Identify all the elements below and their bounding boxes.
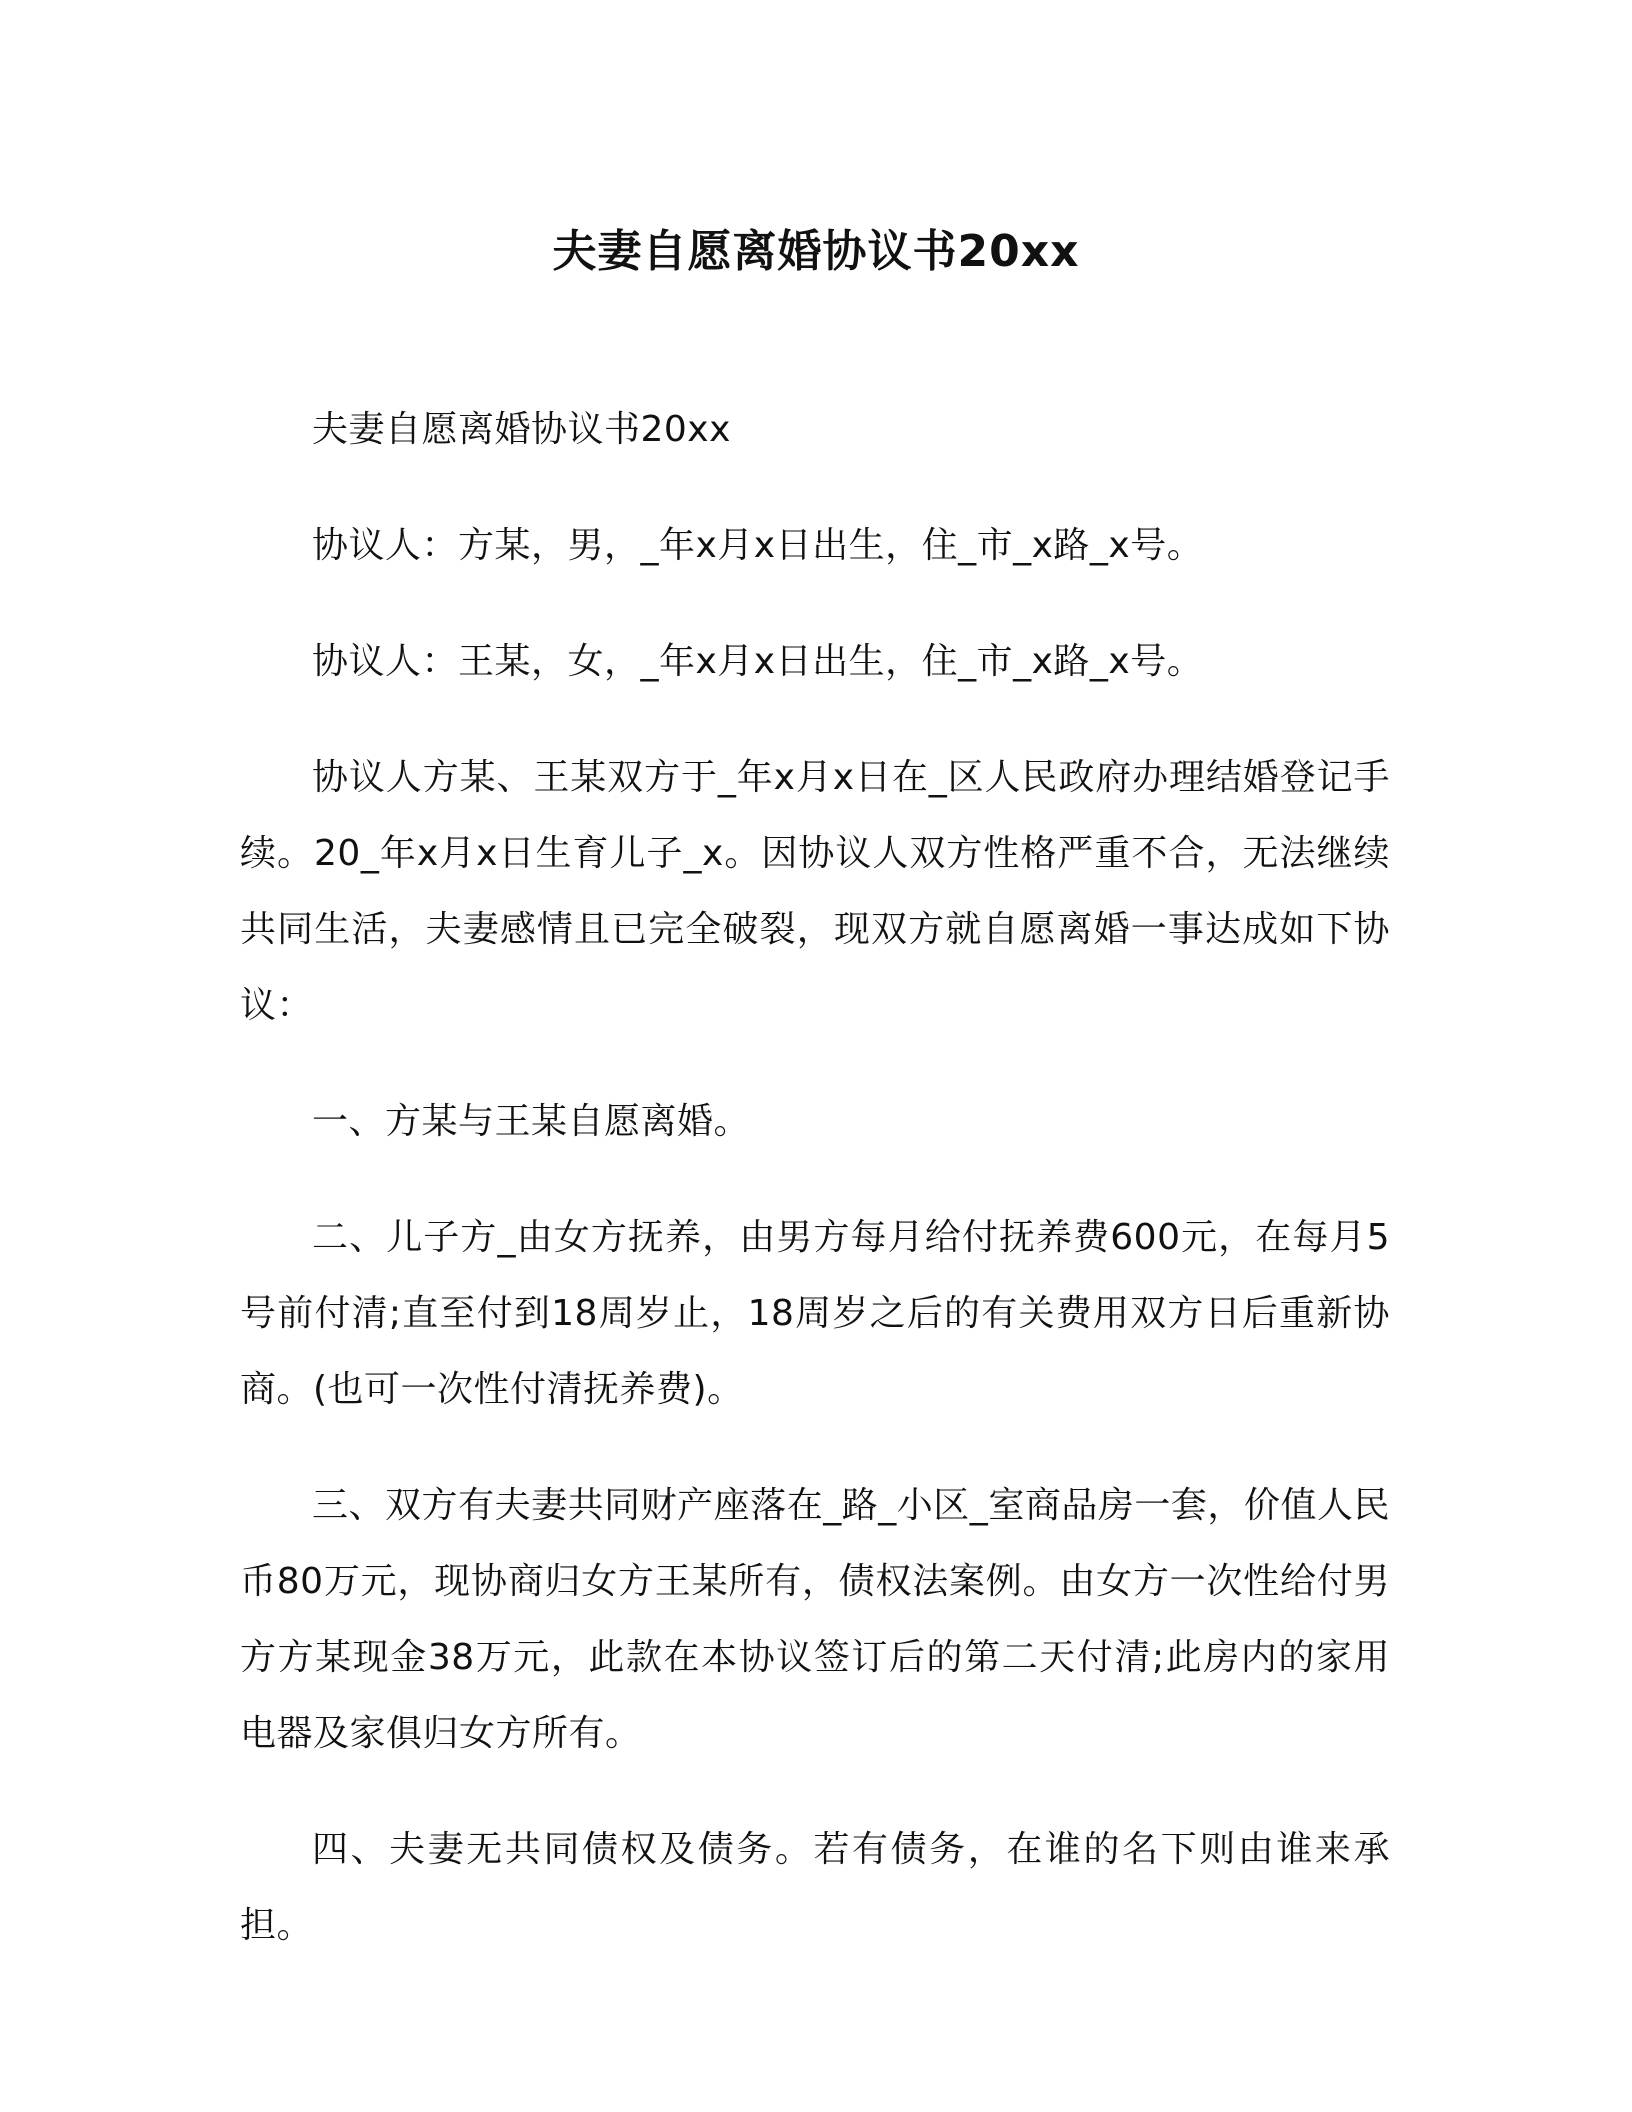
paragraph-clause-2: 二、儿子方_由女方抚养，由男方每月给付抚养费600元，在每月5号前付清;直至付到18周岁止，18周岁之后的有关费用双方日后重新协商。(也可一次性付清抚养费)。 xyxy=(240,1217,1390,1410)
document-title: 夫妻自愿离婚协议书20xx xyxy=(552,226,1080,277)
document-body xyxy=(240,392,1390,2004)
paragraph-party-female: 协议人：王某，女，_年x月x日出生，住_市_x路_x号。 xyxy=(312,641,1204,682)
paragraph-clause-4: 四、夫妻无共同债权及债务。若有债务，在谁的名下则由谁来承担。 xyxy=(240,1829,1390,1946)
paragraph-clause-3: 三、双方有夫妻共同财产座落在_路_小区_室商品房一套，价值人民币80万元，现协商归女方王某所有，债权法案例。由女方一次性给付男方方某现金38万元，此款在本协议签订后的第二天付清;此房内的家用电器及家俱归女方所有。 xyxy=(240,1485,1390,1754)
paragraph-clause-1: 一、方某与王某自愿离婚。 xyxy=(312,1101,751,1142)
paragraph-background: 协议人方某、王某双方于_年x月x日在_区人民政府办理结婚登记手续。20_年x月x日生育儿子_x。因协议人双方性格严重不合，无法继续共同生活，夫妻感情且已完全破裂，现双方就自愿离婚一事达成如下协议： xyxy=(240,757,1390,1026)
paragraph-party-male: 协议人：方某，男，_年x月x日出生，住_市_x路_x号。 xyxy=(312,525,1204,566)
paragraph-heading-repeat: 夫妻自愿离婚协议书20xx xyxy=(312,409,731,450)
